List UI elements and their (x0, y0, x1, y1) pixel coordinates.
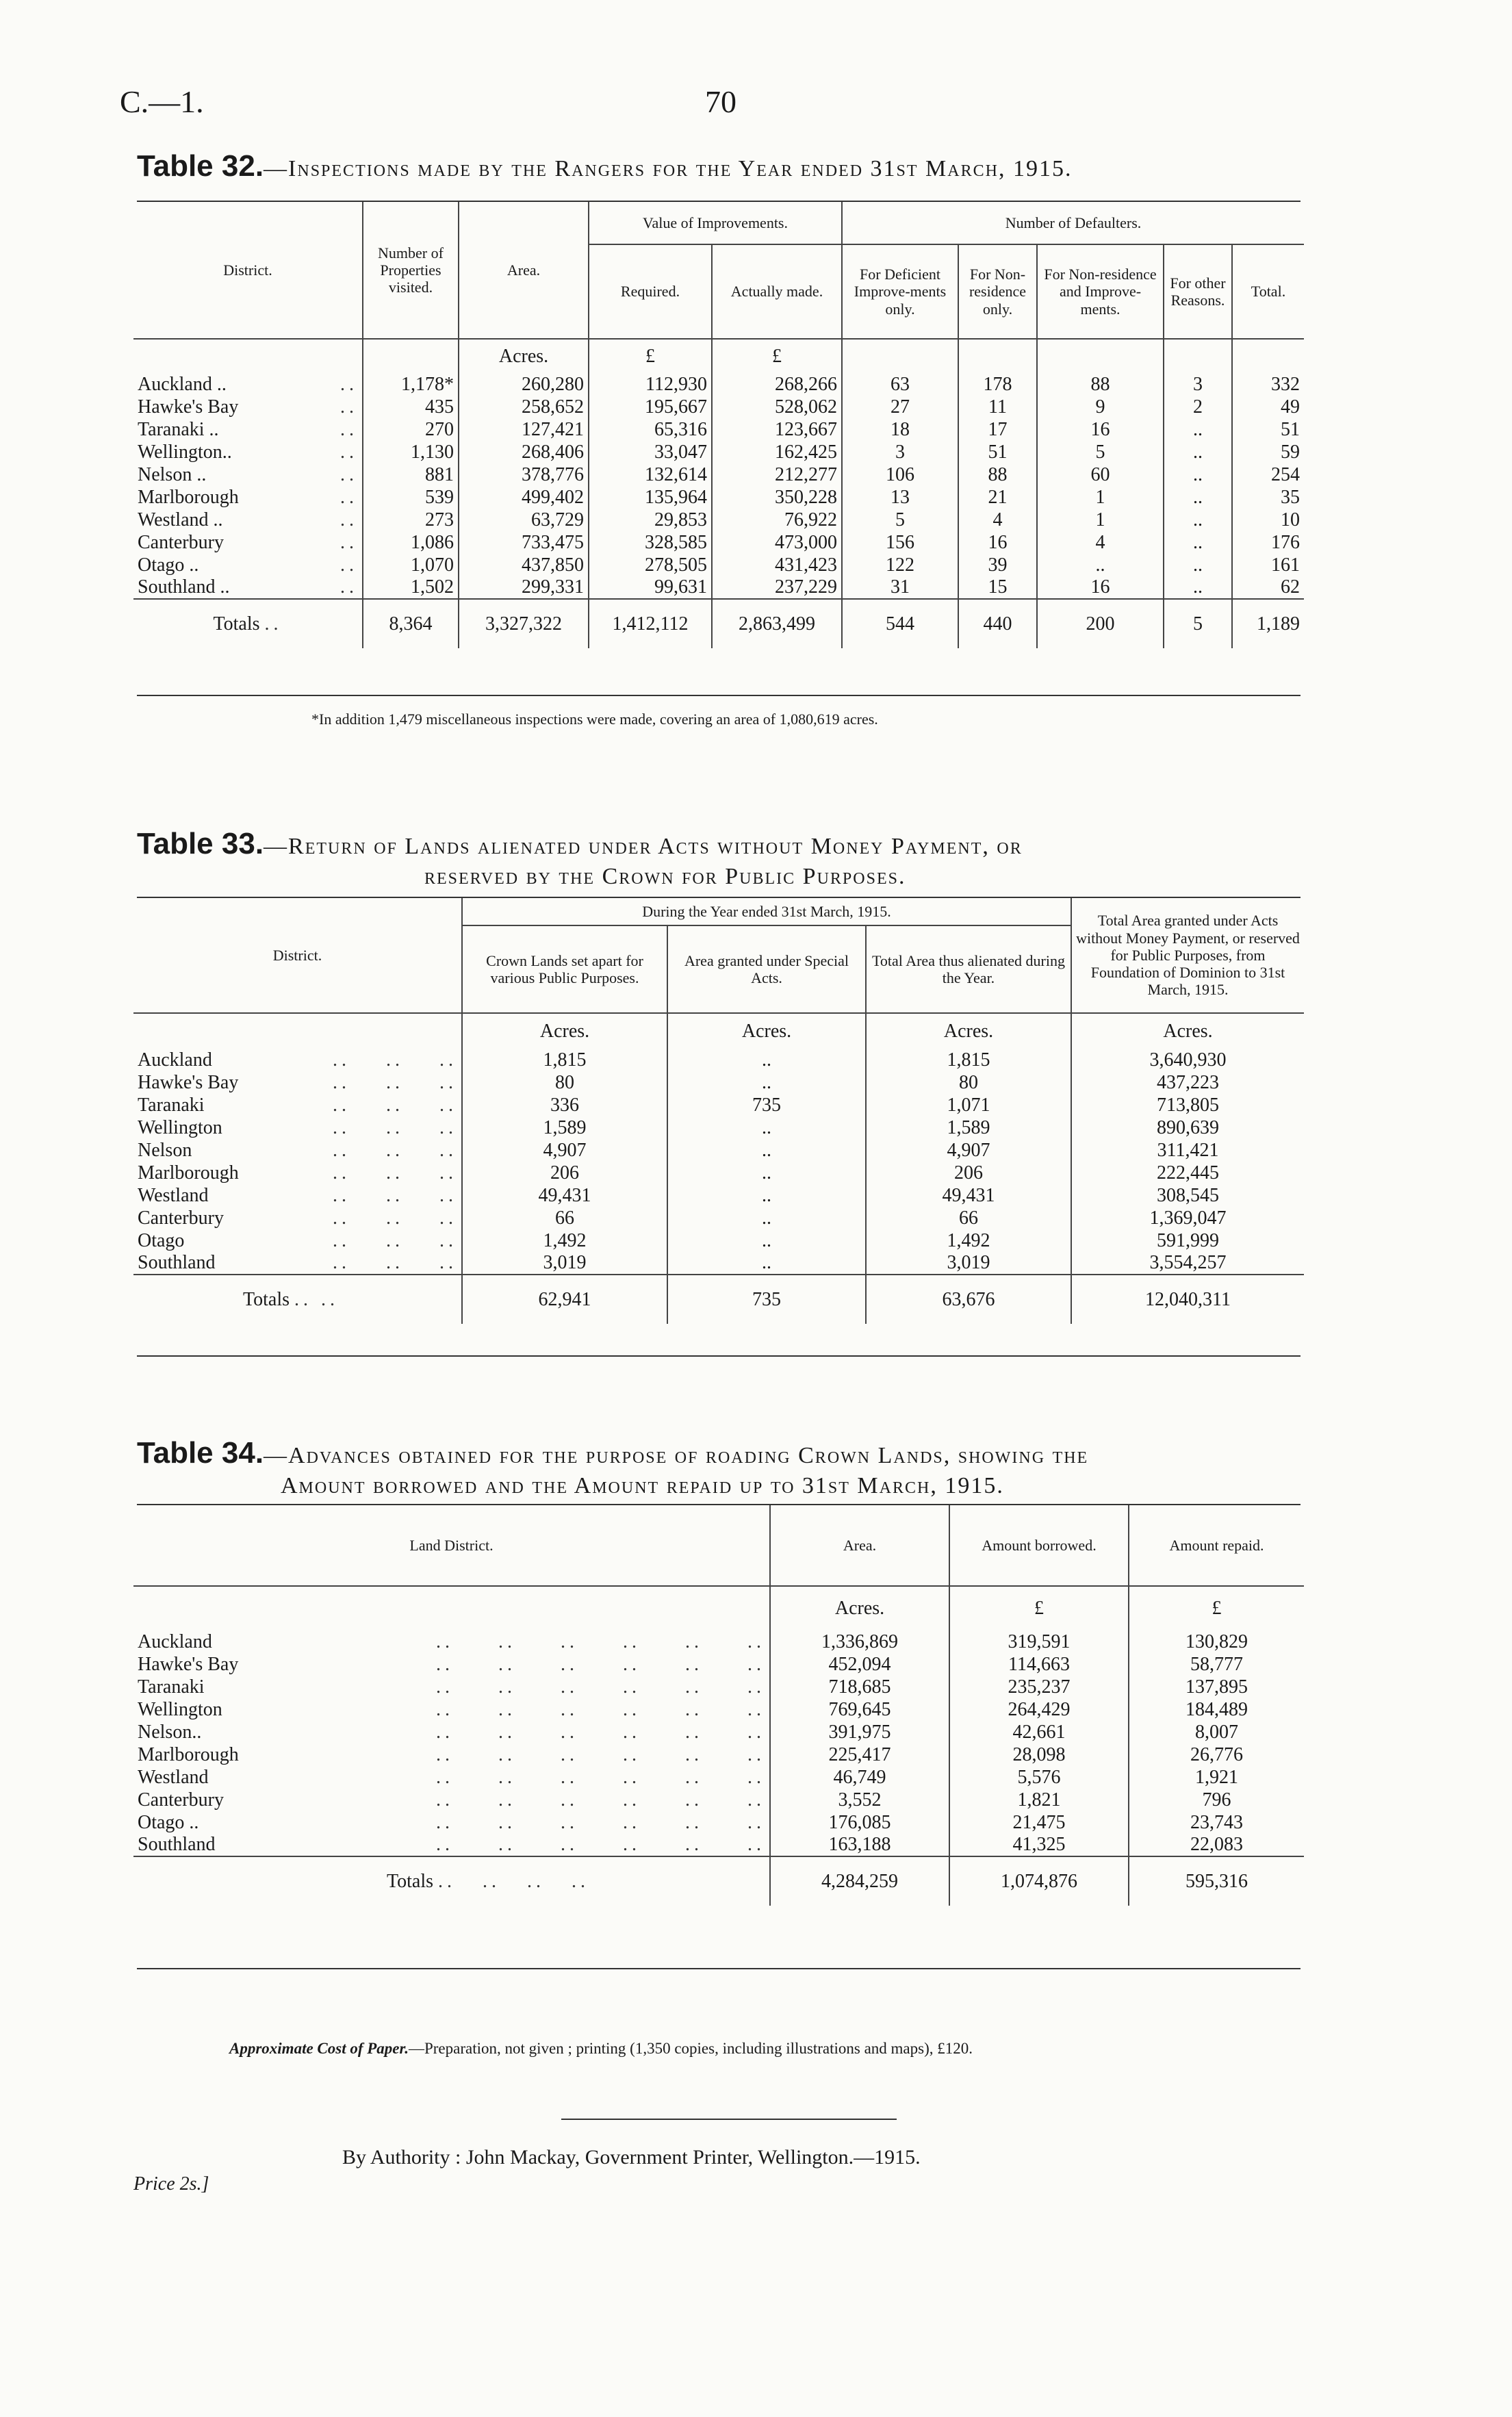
nonres-impr-cell: 5 (1037, 441, 1164, 463)
th-district: District. (223, 261, 272, 279)
deficient-cell: 3 (842, 441, 958, 463)
district-cell: Taranaki .. .. .. .. .. .. (138, 1676, 765, 1698)
table34-bottom-rule (137, 1968, 1300, 1969)
table-row (133, 509, 1304, 531)
total-cell: 332 (1232, 373, 1304, 396)
table-row (133, 1207, 1304, 1229)
other-cell: .. (1164, 576, 1232, 599)
district-cell: Hawke's Bay .. .. .. .. .. .. (138, 1653, 765, 1675)
t34-th-borrowed: Amount borrowed. (949, 1505, 1129, 1586)
th-total: Total. (1232, 244, 1304, 339)
table34-totals-label: Totals .. .. .. .. (387, 1870, 590, 1892)
table32-title (137, 147, 1389, 185)
t34-unit-repaid: £ (1129, 1586, 1304, 1630)
total-cell: 176 (1232, 531, 1304, 554)
th-other: For other Reasons. (1164, 244, 1232, 339)
actually-cell: 350,228 (712, 486, 842, 509)
properties-cell: 270 (363, 418, 459, 441)
t33-total-crown: 62,941 (462, 1275, 667, 1324)
other-cell: .. (1164, 531, 1232, 554)
t33-th-crown: Crown Lands set apart for various Public Purposes. (462, 925, 667, 1013)
area-cell: 258,652 (459, 396, 589, 418)
properties-cell: 1,070 (363, 554, 459, 576)
cost-label: Approximate Cost of Paper. (229, 2040, 409, 2057)
total-properties: 8,364 (363, 599, 459, 648)
table-row (133, 1630, 1304, 1653)
area-cell: 63,729 (459, 509, 589, 531)
authority-line: By Authority : John Mackay, Government Printer, Wellington.—1915. (342, 2146, 921, 2169)
table33-bottom-rule (137, 1355, 1300, 1357)
other-cell: .. (1164, 418, 1232, 441)
footer-rule (561, 2119, 897, 2120)
table-row (133, 1184, 1304, 1207)
page-number: 70 (705, 84, 736, 119)
table33-title (137, 825, 1389, 892)
repaid-cell: 796 (1129, 1789, 1304, 1811)
borrowed-cell: 114,663 (949, 1653, 1129, 1676)
area-cell: 260,280 (459, 373, 589, 396)
year-total-cell: 66 (866, 1207, 1071, 1229)
total-cell: 10 (1232, 509, 1304, 531)
repaid-cell: 26,776 (1129, 1743, 1304, 1766)
district-cell: Otago .. .. .. .. .. .. .. (138, 1811, 765, 1833)
district-cell: Taranaki .. .. (138, 418, 358, 440)
district-cell: Auckland .. .. .. (138, 1049, 457, 1071)
crown-cell: 3,019 (462, 1252, 667, 1275)
th-actually: Actually made. (712, 244, 842, 339)
nonres-impr-cell: 4 (1037, 531, 1164, 554)
total-actually: 2,863,499 (712, 599, 842, 648)
table-row (133, 1116, 1304, 1139)
total-deficient: 544 (842, 599, 958, 648)
borrowed-cell: 1,821 (949, 1789, 1129, 1811)
table33-title-line2: reserved by the Crown for Public Purposes. (424, 864, 906, 889)
deficient-cell: 5 (842, 509, 958, 531)
nonres-impr-cell: 1 (1037, 486, 1164, 509)
special-cell: .. (667, 1184, 866, 1207)
repaid-cell: 8,007 (1129, 1721, 1304, 1743)
district-cell: Westland .. .. .. (138, 1184, 457, 1206)
table-row (133, 1252, 1304, 1275)
nonres-impr-cell: 1 (1037, 509, 1164, 531)
total-cell: 59 (1232, 441, 1304, 463)
district-cell: Hawke's Bay .. .. .. (138, 1071, 457, 1093)
actually-cell: 76,922 (712, 509, 842, 531)
required-cell: 33,047 (589, 441, 712, 463)
required-cell: 99,631 (589, 576, 712, 599)
required-cell: 132,614 (589, 463, 712, 486)
t34-total-borrowed: 1,074,876 (949, 1856, 1129, 1906)
district-cell: Southland .. .. .. .. .. .. (138, 1834, 765, 1855)
required-cell: 135,964 (589, 486, 712, 509)
area-cell: 733,475 (459, 531, 589, 554)
repaid-cell: 137,895 (1129, 1676, 1304, 1698)
district-cell: Southland .. .. .. (138, 1252, 457, 1273)
deficient-cell: 31 (842, 576, 958, 599)
special-cell: .. (667, 1116, 866, 1139)
area-cell: 225,417 (770, 1743, 949, 1766)
special-cell: .. (667, 1139, 866, 1162)
table34 (133, 1505, 1304, 1906)
table-row (133, 418, 1304, 441)
district-cell: Otago .. .. .. (138, 1229, 457, 1251)
other-cell: 2 (1164, 396, 1232, 418)
area-cell: 769,645 (770, 1698, 949, 1721)
properties-cell: 539 (363, 486, 459, 509)
deficient-cell: 63 (842, 373, 958, 396)
table-row (133, 1049, 1304, 1071)
crown-cell: 4,907 (462, 1139, 667, 1162)
nonres-cell: 17 (958, 418, 1037, 441)
area-cell: 437,850 (459, 554, 589, 576)
district-cell: Auckland .. .. (138, 373, 358, 395)
cost-text: —Preparation, not given ; printing (1,350 copies, including illustrations and maps), £120. (408, 2040, 973, 2057)
th-area: Area. (459, 202, 589, 339)
district-cell: Otago .. .. (138, 554, 358, 576)
crown-cell: 49,431 (462, 1184, 667, 1207)
table-row (133, 441, 1304, 463)
total-total: 1,189 (1232, 599, 1304, 648)
table33-title-line1: —Return of Lands alienated under Acts without Money Payment, or (264, 834, 1023, 859)
borrowed-cell: 28,098 (949, 1743, 1129, 1766)
table-row (133, 1743, 1304, 1766)
unit-required: £ (589, 339, 712, 373)
total-nonres-impr: 200 (1037, 599, 1164, 648)
required-cell: 195,667 (589, 396, 712, 418)
district-cell: Auckland .. .. .. .. .. .. (138, 1630, 765, 1652)
table34-title (137, 1434, 1389, 1501)
repaid-cell: 22,083 (1129, 1834, 1304, 1856)
crown-cell: 1,492 (462, 1229, 667, 1252)
t33-unit-crown: Acres. (462, 1013, 667, 1049)
table32-title-text: —Inspections made by the Rangers for the Year ended 31st March, 1915. (264, 156, 1073, 181)
district-cell: Wellington .. .. .. .. .. .. (138, 1698, 765, 1720)
deficient-cell: 106 (842, 463, 958, 486)
t33-total-cumulative: 12,040,311 (1071, 1275, 1304, 1324)
t34-total-area: 4,284,259 (770, 1856, 949, 1906)
table-row (133, 1766, 1304, 1789)
repaid-cell: 58,777 (1129, 1653, 1304, 1676)
th-nonres: For Non-residence only. (958, 244, 1037, 339)
special-cell: .. (667, 1207, 866, 1229)
properties-cell: 881 (363, 463, 459, 486)
year-total-cell: 1,071 (866, 1094, 1071, 1116)
area-cell: 127,421 (459, 418, 589, 441)
table34-title-line2: Amount borrowed and the Amount repaid up to 31st March, 1915. (281, 1473, 1004, 1498)
district-cell: Westland .. .. (138, 509, 358, 530)
year-total-cell: 4,907 (866, 1139, 1071, 1162)
t33-th-cumulative: Total Area granted under Acts without Money Payment, or reserved for Public Purposes, from Foundation of Dominion to 31st March, 1915. (1071, 898, 1304, 1013)
table-row (133, 463, 1304, 486)
total-area: 3,327,322 (459, 599, 589, 648)
borrowed-cell: 21,475 (949, 1811, 1129, 1834)
nonres-cell: 15 (958, 576, 1037, 599)
district-cell: Marlborough .. (138, 486, 358, 508)
borrowed-cell: 264,429 (949, 1698, 1129, 1721)
actually-cell: 237,229 (712, 576, 842, 599)
table32-label: Table 32. (137, 149, 264, 183)
required-cell: 328,585 (589, 531, 712, 554)
other-cell: .. (1164, 441, 1232, 463)
district-cell: Hawke's Bay .. (138, 396, 358, 418)
nonres-cell: 88 (958, 463, 1037, 486)
deficient-cell: 122 (842, 554, 958, 576)
other-cell: 3 (1164, 373, 1232, 396)
area-cell: 378,776 (459, 463, 589, 486)
actually-cell: 123,667 (712, 418, 842, 441)
district-cell: Taranaki .. .. .. (138, 1094, 457, 1116)
table-row (133, 1721, 1304, 1743)
cumulative-cell: 591,999 (1071, 1229, 1304, 1252)
nonres-impr-cell: .. (1037, 554, 1164, 576)
t34-th-district: Land District. (409, 1536, 494, 1554)
area-cell: 176,085 (770, 1811, 949, 1834)
district-cell: Marlborough .. .. .. .. .. .. (138, 1743, 765, 1765)
table32-bottom-rule (137, 695, 1300, 696)
district-cell: Canterbury .. .. .. .. .. .. (138, 1789, 765, 1811)
nonres-cell: 39 (958, 554, 1037, 576)
table32 (133, 202, 1304, 648)
cumulative-cell: 1,369,047 (1071, 1207, 1304, 1229)
deficient-cell: 18 (842, 418, 958, 441)
required-cell: 29,853 (589, 509, 712, 531)
nonres-impr-cell: 60 (1037, 463, 1164, 486)
nonres-impr-cell: 16 (1037, 418, 1164, 441)
cumulative-cell: 890,639 (1071, 1116, 1304, 1139)
borrowed-cell: 41,325 (949, 1834, 1129, 1856)
document-code: C.—1. (120, 84, 204, 119)
cumulative-cell: 3,640,930 (1071, 1049, 1304, 1071)
actually-cell: 212,277 (712, 463, 842, 486)
th-deficient: For Deficient Improve-ments only. (842, 244, 958, 339)
table-row (133, 486, 1304, 509)
area-cell: 499,402 (459, 486, 589, 509)
nonres-impr-cell: 9 (1037, 396, 1164, 418)
district-cell: Southland .. .. (138, 576, 358, 598)
table-row (133, 531, 1304, 554)
table-row (133, 1094, 1304, 1116)
area-cell: 268,406 (459, 441, 589, 463)
special-cell: .. (667, 1049, 866, 1071)
t33-th-year-total: Total Area thus alienated during the Year. (866, 925, 1071, 1013)
total-cell: 51 (1232, 418, 1304, 441)
crown-cell: 1,589 (462, 1116, 667, 1139)
repaid-cell: 130,829 (1129, 1630, 1304, 1653)
cumulative-cell: 3,554,257 (1071, 1252, 1304, 1275)
area-cell: 452,094 (770, 1653, 949, 1676)
table-row (133, 1229, 1304, 1252)
th-defaulters-group: Number of Defaulters. (842, 202, 1304, 244)
table34-label: Table 34. (137, 1436, 264, 1470)
repaid-cell: 23,743 (1129, 1811, 1304, 1834)
area-cell: 163,188 (770, 1834, 949, 1856)
cost-of-paper (229, 2040, 973, 2058)
properties-cell: 1,178* (363, 373, 459, 396)
district-cell: Canterbury .. .. .. (138, 1207, 457, 1229)
cumulative-cell: 713,805 (1071, 1094, 1304, 1116)
table32-totals-label: Totals .. (213, 613, 283, 635)
t33-total-year: 63,676 (866, 1275, 1071, 1324)
district-cell: Wellington .. .. .. (138, 1116, 457, 1138)
borrowed-cell: 42,661 (949, 1721, 1129, 1743)
properties-cell: 435 (363, 396, 459, 418)
actually-cell: 162,425 (712, 441, 842, 463)
properties-cell: 1,130 (363, 441, 459, 463)
year-total-cell: 1,492 (866, 1229, 1071, 1252)
district-cell: Marlborough .. .. .. (138, 1162, 457, 1184)
area-cell: 391,975 (770, 1721, 949, 1743)
table33-totals-label: Totals .. .. (243, 1288, 339, 1310)
cumulative-cell: 222,445 (1071, 1162, 1304, 1184)
district-cell: Canterbury .. (138, 531, 358, 553)
total-nonres: 440 (958, 599, 1037, 648)
total-cell: 62 (1232, 576, 1304, 599)
required-cell: 278,505 (589, 554, 712, 576)
crown-cell: 336 (462, 1094, 667, 1116)
actually-cell: 431,423 (712, 554, 842, 576)
total-cell: 35 (1232, 486, 1304, 509)
table-row (133, 396, 1304, 418)
special-cell: .. (667, 1071, 866, 1094)
total-other: 5 (1164, 599, 1232, 648)
th-properties: Number of Properties visited. (363, 202, 459, 339)
t33-th-group: During the Year ended 31st March, 1915. (462, 898, 1071, 925)
table-row (133, 1789, 1304, 1811)
area-cell: 3,552 (770, 1789, 949, 1811)
crown-cell: 206 (462, 1162, 667, 1184)
other-cell: .. (1164, 486, 1232, 509)
cumulative-cell: 437,223 (1071, 1071, 1304, 1094)
th-nonres-impr: For Non-residence and Improve-ments. (1037, 244, 1164, 339)
other-cell: .. (1164, 554, 1232, 576)
table-row (133, 1162, 1304, 1184)
district-cell: Wellington.. .. (138, 441, 358, 463)
properties-cell: 1,086 (363, 531, 459, 554)
nonres-cell: 11 (958, 396, 1037, 418)
year-total-cell: 1,589 (866, 1116, 1071, 1139)
total-cell: 49 (1232, 396, 1304, 418)
table33-label: Table 33. (137, 827, 264, 860)
table-row (133, 373, 1304, 396)
nonres-cell: 178 (958, 373, 1037, 396)
actually-cell: 473,000 (712, 531, 842, 554)
table-row (133, 1676, 1304, 1698)
table-row (133, 1834, 1304, 1856)
area-cell: 299,331 (459, 576, 589, 599)
table-row (133, 1139, 1304, 1162)
crown-cell: 1,815 (462, 1049, 667, 1071)
th-value-group: Value of Improvements. (589, 202, 842, 244)
t34-th-repaid: Amount repaid. (1129, 1505, 1304, 1586)
year-total-cell: 206 (866, 1162, 1071, 1184)
other-cell: .. (1164, 463, 1232, 486)
deficient-cell: 27 (842, 396, 958, 418)
properties-cell: 1,502 (363, 576, 459, 599)
t33-unit-cumulative: Acres. (1071, 1013, 1304, 1049)
total-required: 1,412,112 (589, 599, 712, 648)
table33 (133, 898, 1304, 1324)
year-total-cell: 3,019 (866, 1252, 1071, 1275)
price: Price 2s.] (133, 2173, 209, 2195)
t33-th-special: Area granted under Special Acts. (667, 925, 866, 1013)
area-cell: 1,336,869 (770, 1630, 949, 1653)
special-cell: 735 (667, 1094, 866, 1116)
other-cell: .. (1164, 509, 1232, 531)
t34-th-area: Area. (770, 1505, 949, 1586)
borrowed-cell: 235,237 (949, 1676, 1129, 1698)
year-total-cell: 49,431 (866, 1184, 1071, 1207)
total-cell: 161 (1232, 554, 1304, 576)
nonres-cell: 21 (958, 486, 1037, 509)
table32-footnote: *In addition 1,479 miscellaneous inspections were made, covering an area of 1,080,619 acres. (311, 711, 878, 728)
table-row (133, 1811, 1304, 1834)
t33-total-special: 735 (667, 1275, 866, 1324)
actually-cell: 528,062 (712, 396, 842, 418)
t34-unit-area: Acres. (770, 1586, 949, 1630)
required-cell: 65,316 (589, 418, 712, 441)
required-cell: 112,930 (589, 373, 712, 396)
year-total-cell: 1,815 (866, 1049, 1071, 1071)
district-cell: Nelson .. .. .. (138, 1139, 457, 1161)
table-row (133, 554, 1304, 576)
area-cell: 46,749 (770, 1766, 949, 1789)
area-cell: 718,685 (770, 1676, 949, 1698)
th-required: Required. (589, 244, 712, 339)
table-row (133, 1071, 1304, 1094)
t33-unit-special: Acres. (667, 1013, 866, 1049)
table-row (133, 576, 1304, 599)
cumulative-cell: 311,421 (1071, 1139, 1304, 1162)
district-cell: Nelson .. .. (138, 463, 358, 485)
special-cell: .. (667, 1252, 866, 1275)
t34-unit-borrowed: £ (949, 1586, 1129, 1630)
deficient-cell: 156 (842, 531, 958, 554)
special-cell: .. (667, 1162, 866, 1184)
crown-cell: 80 (462, 1071, 667, 1094)
nonres-cell: 51 (958, 441, 1037, 463)
t33-th-district: District. (272, 946, 322, 964)
year-total-cell: 80 (866, 1071, 1071, 1094)
t34-total-repaid: 595,316 (1129, 1856, 1304, 1906)
properties-cell: 273 (363, 509, 459, 531)
repaid-cell: 184,489 (1129, 1698, 1304, 1721)
nonres-cell: 4 (958, 509, 1037, 531)
t33-unit-year: Acres. (866, 1013, 1071, 1049)
deficient-cell: 13 (842, 486, 958, 509)
nonres-impr-cell: 88 (1037, 373, 1164, 396)
unit-actually: £ (712, 339, 842, 373)
crown-cell: 66 (462, 1207, 667, 1229)
table-row (133, 1653, 1304, 1676)
table34-title-line1: —Advances obtained for the purpose of roading Crown Lands, showing the (264, 1443, 1089, 1468)
total-cell: 254 (1232, 463, 1304, 486)
actually-cell: 268,266 (712, 373, 842, 396)
table-row (133, 1698, 1304, 1721)
borrowed-cell: 5,576 (949, 1766, 1129, 1789)
nonres-impr-cell: 16 (1037, 576, 1164, 599)
special-cell: .. (667, 1229, 866, 1252)
cumulative-cell: 308,545 (1071, 1184, 1304, 1207)
repaid-cell: 1,921 (1129, 1766, 1304, 1789)
district-cell: Nelson.. .. .. .. .. .. .. (138, 1721, 765, 1743)
borrowed-cell: 319,591 (949, 1630, 1129, 1653)
nonres-cell: 16 (958, 531, 1037, 554)
district-cell: Westland .. .. .. .. .. .. (138, 1766, 765, 1788)
unit-area: Acres. (459, 339, 589, 373)
